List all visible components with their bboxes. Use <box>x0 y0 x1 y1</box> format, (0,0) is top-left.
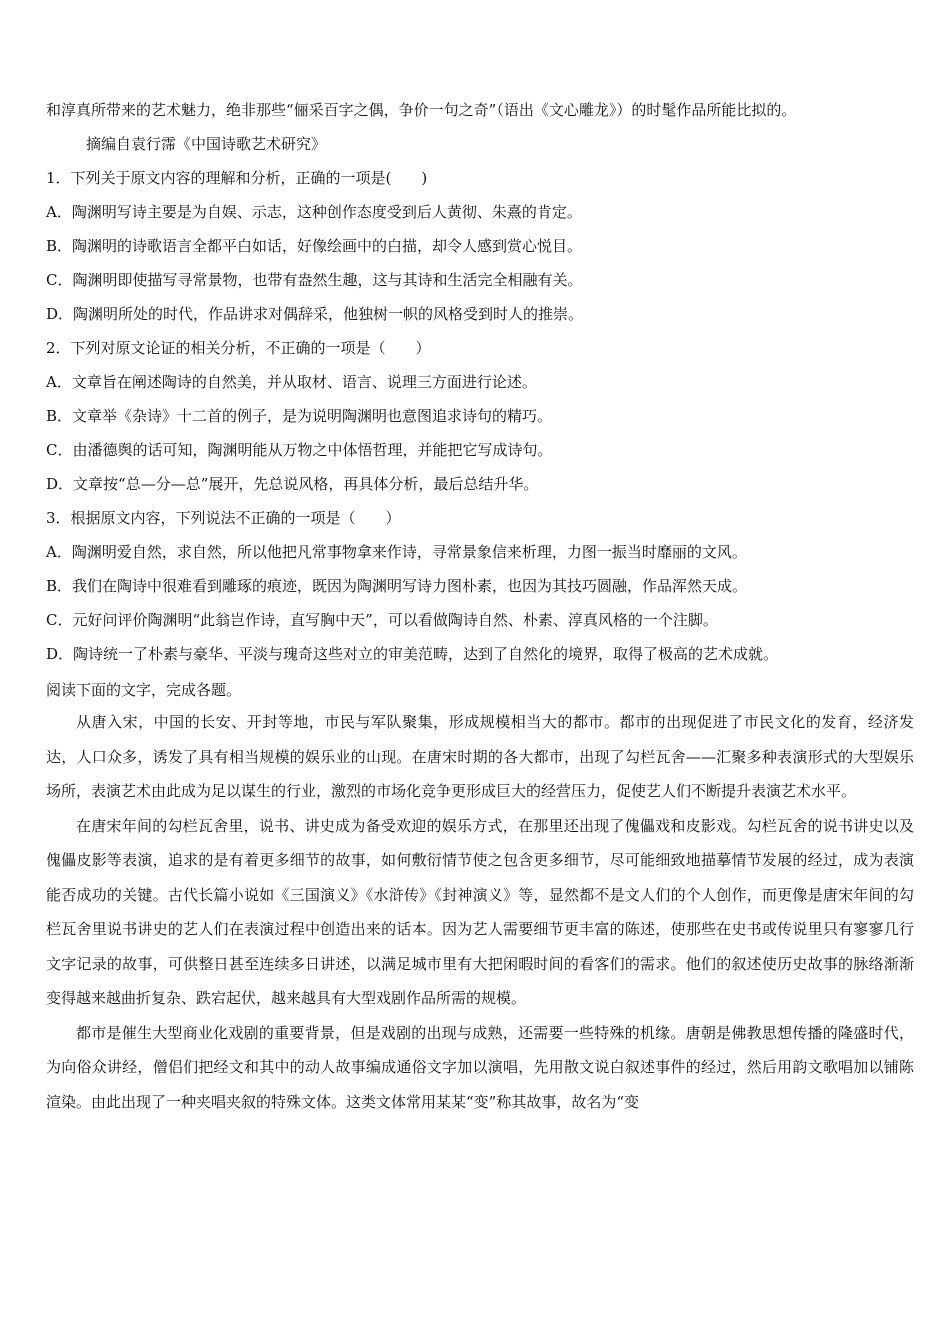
question-1-option-d: D．陶渊明所处的时代，作品讲求对偶辞采，他独树一帜的风格受到时人的推崇。 <box>46 305 584 323</box>
question-3-option-d: D．陶诗统一了朴素与豪华、平淡与瑰奇这些对立的审美范畴，达到了自然化的境界，取得了极高的艺术成就。 <box>46 645 779 663</box>
article-paragraph-3: 都市是催生大型商业化戏剧的重要背景，但是戏剧的出现与成熟，还需要一些特殊的机缘。唐朝是佛教思想传播的隆盛时代，为向俗众讲经，僧侣们把经文和其中的动人故事编成通俗文字加以演唱，先用散文说白叙述事件的经过，然后用韵文歌唱加以铺陈渲染。由此出现了一种夹唱夹叙的特殊文体。这类文体常用某某“变”称其故事，故名为“变 <box>46 1023 914 1111</box>
question-1-option-c: C．陶渊明即使描写寻常景物，也带有盎然生趣，这与其诗和生活完全相融有关。 <box>46 271 583 289</box>
article-paragraph-2: 在唐宋年间的勾栏瓦舍里，说书、讲史成为备受欢迎的娱乐方式，在那里还出现了傀儡戏和皮影戏。勾栏瓦舍的说书讲史以及傀儡皮影等表演，追求的是有着更多细节的故事，如何敷衍情节使之包含更多细节，尽可能细致地描摹情节发展的经过，成为表演能否成功的关键。古代长篇小说如《三国演义》《水浒传》《封神演义》等，显然都不是文人们的个人创作，而更像是唐宋年间的勾栏瓦舍里说书讲史的艺人们在表演过程中创造出来的话本。因为艺人需要细节更丰富的陈述，使那些在史书或传说里只有寥寥几行文字记录的故事，可供整日甚至连续多日讲述，以满足城市里有大把闲暇时间的看客们的需求。他们的叙述使历史故事的脉络渐渐变得越来越曲折复杂、跌宕起伏，越来越具有大型戏剧作品所需的规模。 <box>46 816 914 1007</box>
question-3-option-a: A．陶渊明爱自然，求自然，所以他把凡常事物拿来作诗，寻常景象信来析理，力图一振当时靡丽的文风。 <box>46 543 747 561</box>
question-2-option-a: A．文章旨在阐述陶诗的自然美，并从取材、语言、说理三方面进行论述。 <box>46 373 537 391</box>
reading-instruction: 阅读下面的文字，完成各题。 <box>46 681 242 699</box>
question-1-stem: 1．下列关于原文内容的理解和分析，正确的一项是( ) <box>46 169 428 187</box>
question-2-option-b: B．文章举《杂诗》十二首的例子，是为说明陶渊明也意图追求诗句的精巧。 <box>46 407 553 425</box>
question-3-stem: 3．根据原文内容，下列说法不正确的一项是（ ） <box>46 509 401 527</box>
article-paragraph-1: 从唐入宋，中国的长安、开封等地，市民与军队聚集，形成规模相当大的都市。都市的出现促进了市民文化的发育，经济发达，人口众多，诱发了具有相当规模的娱乐业的山现。在唐宋时期的各大都市，出现了勾栏瓦舍——汇聚多种表演形式的大型娱乐场所，表演艺术由此成为足以谋生的行业，激烈的市场化竞争更形成巨大的经营压力，促使艺人们不断提升表演艺术水平。 <box>46 713 914 800</box>
question-2-stem: 2．下列对原文论证的相关分析，不正确的一项是（ ） <box>46 339 431 357</box>
question-2-option-c: C．由潘德舆的话可知，陶渊明能从万物之中体悟哲理，并能把它写成诗句。 <box>46 441 553 459</box>
question-1-option-b: B．陶渊明的诗歌语言全都平白如话，好像绘画中的白描，却令人感到赏心悦目。 <box>46 237 583 255</box>
question-3-option-b: B．我们在陶诗中很难看到雕琢的痕迹，既因为陶渊明写诗力图朴素，也因为其技巧圆融，作品浑然天成。 <box>46 577 748 595</box>
question-2-option-d: D．文章按“总—分—总”展开，先总说风格，再具体分析，最后总结升华。 <box>46 475 539 493</box>
source-citation: 摘编自袁行霈《中国诗歌艺术研究》 <box>86 135 327 153</box>
passage-tail: 和淳真所带来的艺术魅力，绝非那些“俪采百字之偶，争价一句之奇”（语出《文心雕龙》）的时髦作品所能比拟的。 <box>46 101 797 119</box>
question-1-option-a: A．陶渊明写诗主要是为自娱、示志，这种创作态度受到后人黄彻、朱熹的肯定。 <box>46 203 582 221</box>
article-body <box>46 705 914 1119</box>
question-3-option-c: C．元好问评价陶渊明“此翁岂作诗，直写胸中天”，可以看做陶诗自然、朴素、淳真风格的一个注脚。 <box>46 611 718 629</box>
